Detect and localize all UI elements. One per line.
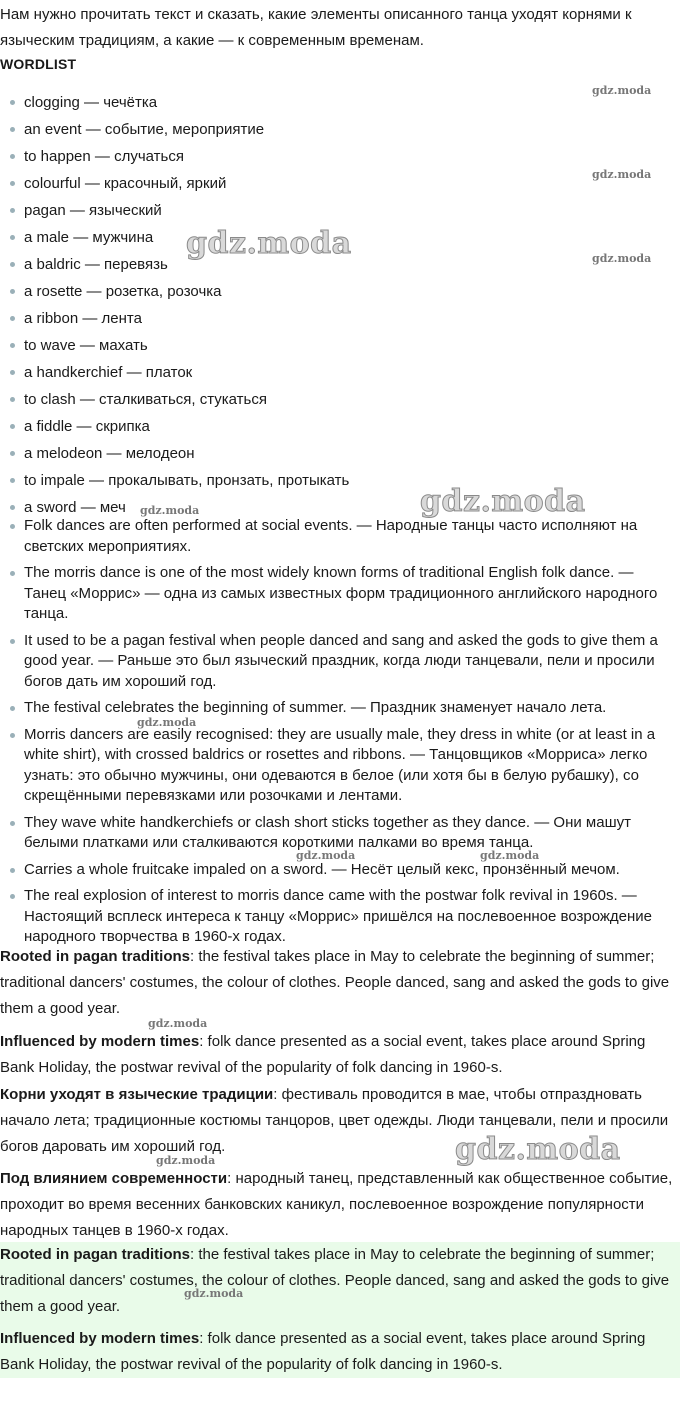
wordlist <box>0 89 680 521</box>
wordlist-item: an event — событие, мероприятие <box>0 116 680 143</box>
sentence-list <box>0 516 680 954</box>
wordlist-item: to happen — случаться <box>0 143 680 170</box>
watermark-small: gdz.moda <box>148 1017 208 1030</box>
wordlist-item: to clash — сталкиваться, стукаться <box>0 386 680 413</box>
watermark-small: gdz.moda <box>480 849 540 862</box>
sentence-item: The morris dance is one of the most widely known forms of traditional English folk dance. — Танец «Моррис» — одна из самых известных форм традиционного английского народного танца. <box>0 563 680 625</box>
sentence-item: They wave white handkerchiefs or clash short sticks together as they dance. — Они машут белыми платками или сталкиваются короткими палками во время танца. <box>0 813 680 854</box>
watermark-small: gdz.moda <box>184 1287 244 1300</box>
answer-label: Rooted in pagan traditions <box>0 948 190 965</box>
answer-label: Rooted in pagan traditions <box>0 1246 190 1263</box>
watermark-small: gdz.moda <box>592 168 652 181</box>
watermark-small: gdz.moda <box>137 716 197 729</box>
answer-label: Под влиянием современности <box>0 1170 228 1187</box>
answer-text: : the festival takes place in May to celebrate the beginning of summer; traditional dancers' costumes, the colour of clothes. People danced, sang and asked the gods to give them a good year. <box>0 1246 670 1315</box>
wordlist-item: to wave — махать <box>0 332 680 359</box>
watermark-small: gdz.moda <box>140 504 200 517</box>
wordlist-item: a fiddle — скрипка <box>0 413 680 440</box>
wordlist-item: a ribbon — лента <box>0 305 680 332</box>
answer-highlight-modern <box>0 1326 680 1378</box>
watermark-small: gdz.moda <box>592 252 652 265</box>
answer-en-modern <box>0 1029 680 1081</box>
wordlist-item: a male — мужчина <box>0 224 680 251</box>
watermark-logo: gdz.moda <box>455 1132 621 1167</box>
sentence-item: It used to be a pagan festival when people danced and sang and asked the gods to give them a good year. — Раньше это был языческий праздник, когда люди танцевали, пели и просили богов дать им хороший год. <box>0 631 680 693</box>
answer-ru-modern <box>0 1166 680 1244</box>
wordlist-item: clogging — чечётка <box>0 89 680 116</box>
task-text: Нам нужно прочитать текст и сказать, какие элементы описанного танца уходят корнями к языческим традициям, а какие — к современным временам. <box>0 6 632 49</box>
sentence-item: Morris dancers are easily recognised: they are usually male, they dress in white (or at least in a white shirt), with crossed baldrics or rosettes and ribbons. — Танцовщиков «Морриса» легко узнать: это обычно мужчины, они одеваются в белое (или хотя бы в белую рубашку), со скрещёнными перевязками или розочками и лентами. <box>0 725 680 807</box>
watermark-small: gdz.moda <box>156 1154 216 1167</box>
wordlist-item: colourful — красочный, яркий <box>0 170 680 197</box>
sentence-item: Carries a whole fruitcake impaled on a sword. — Несёт целый кекс, пронзённый мечом. <box>0 860 680 881</box>
sentence-item: Folk dances are often performed at social events. — Народные танцы часто исполняют на светских мероприятиях. <box>0 516 680 557</box>
wordlist-item: pagan — языческий <box>0 197 680 224</box>
answer-text: : folk dance presented as a social event, takes place around Spring Bank Holiday, the postwar revival of the popularity of folk dancing in 1960-s. <box>0 1330 646 1373</box>
wordlist-item: a rosette — розетка, розочка <box>0 278 680 305</box>
sentence-item: The real explosion of interest to morris dance came with the postwar folk revival in 1960s. — Настоящий всплеск интереса к танцу «Моррис» пришёлся на послевоенное возрождение народного творчества в 1960-х годах. <box>0 886 680 948</box>
answer-text: : the festival takes place in May to celebrate the beginning of summer; traditional dancers' costumes, the colour of clothes. People danced, sang and asked the gods to give them a good year. <box>0 948 670 1017</box>
answer-text: : фестиваль проводится в мае, чтобы отпраздновать начало лета; традиционные костюмы танцоров, цвет одежды. Люди танцевали, пели и просили богов даровать им хороший год. <box>0 1086 669 1155</box>
watermark-logo: gdz.moda <box>186 226 352 261</box>
watermark-small: gdz.moda <box>296 849 356 862</box>
wordlist-item: to impale — прокалывать, пронзать, протыкать <box>0 467 680 494</box>
answer-label: Influenced by modern times <box>0 1330 200 1347</box>
wordlist-item: a melodeon — мелодеон <box>0 440 680 467</box>
answer-text: : народный танец, представленный как общественное событие, проходит во время весенних банковских каникул, послевоенное возрождение популярности народных танцев в 1960-х годах. <box>0 1170 673 1239</box>
watermark-logo: gdz.moda <box>420 484 586 519</box>
answer-label: Корни уходят в языческие традиции <box>0 1086 274 1103</box>
wordlist-item: a handkerchief — платок <box>0 359 680 386</box>
answer-highlight-pagan <box>0 1242 680 1320</box>
answer-ru-pagan <box>0 1082 680 1160</box>
answer-en-pagan <box>0 944 680 1022</box>
wordlist-heading: WORDLIST <box>0 56 77 72</box>
sentence-item: The festival celebrates the beginning of summer. — Праздник знаменует начало лета. <box>0 698 680 719</box>
answer-label: Influenced by modern times <box>0 1033 200 1050</box>
wordlist-item: a baldric — перевязь <box>0 251 680 278</box>
wordlist-item: a sword — меч <box>0 494 680 521</box>
answer-text: : folk dance presented as a social event, takes place around Spring Bank Holiday, the postwar revival of the popularity of folk dancing in 1960-s. <box>0 1033 646 1076</box>
watermark-small: gdz.moda <box>592 84 652 97</box>
highlight-block <box>0 1242 680 1378</box>
